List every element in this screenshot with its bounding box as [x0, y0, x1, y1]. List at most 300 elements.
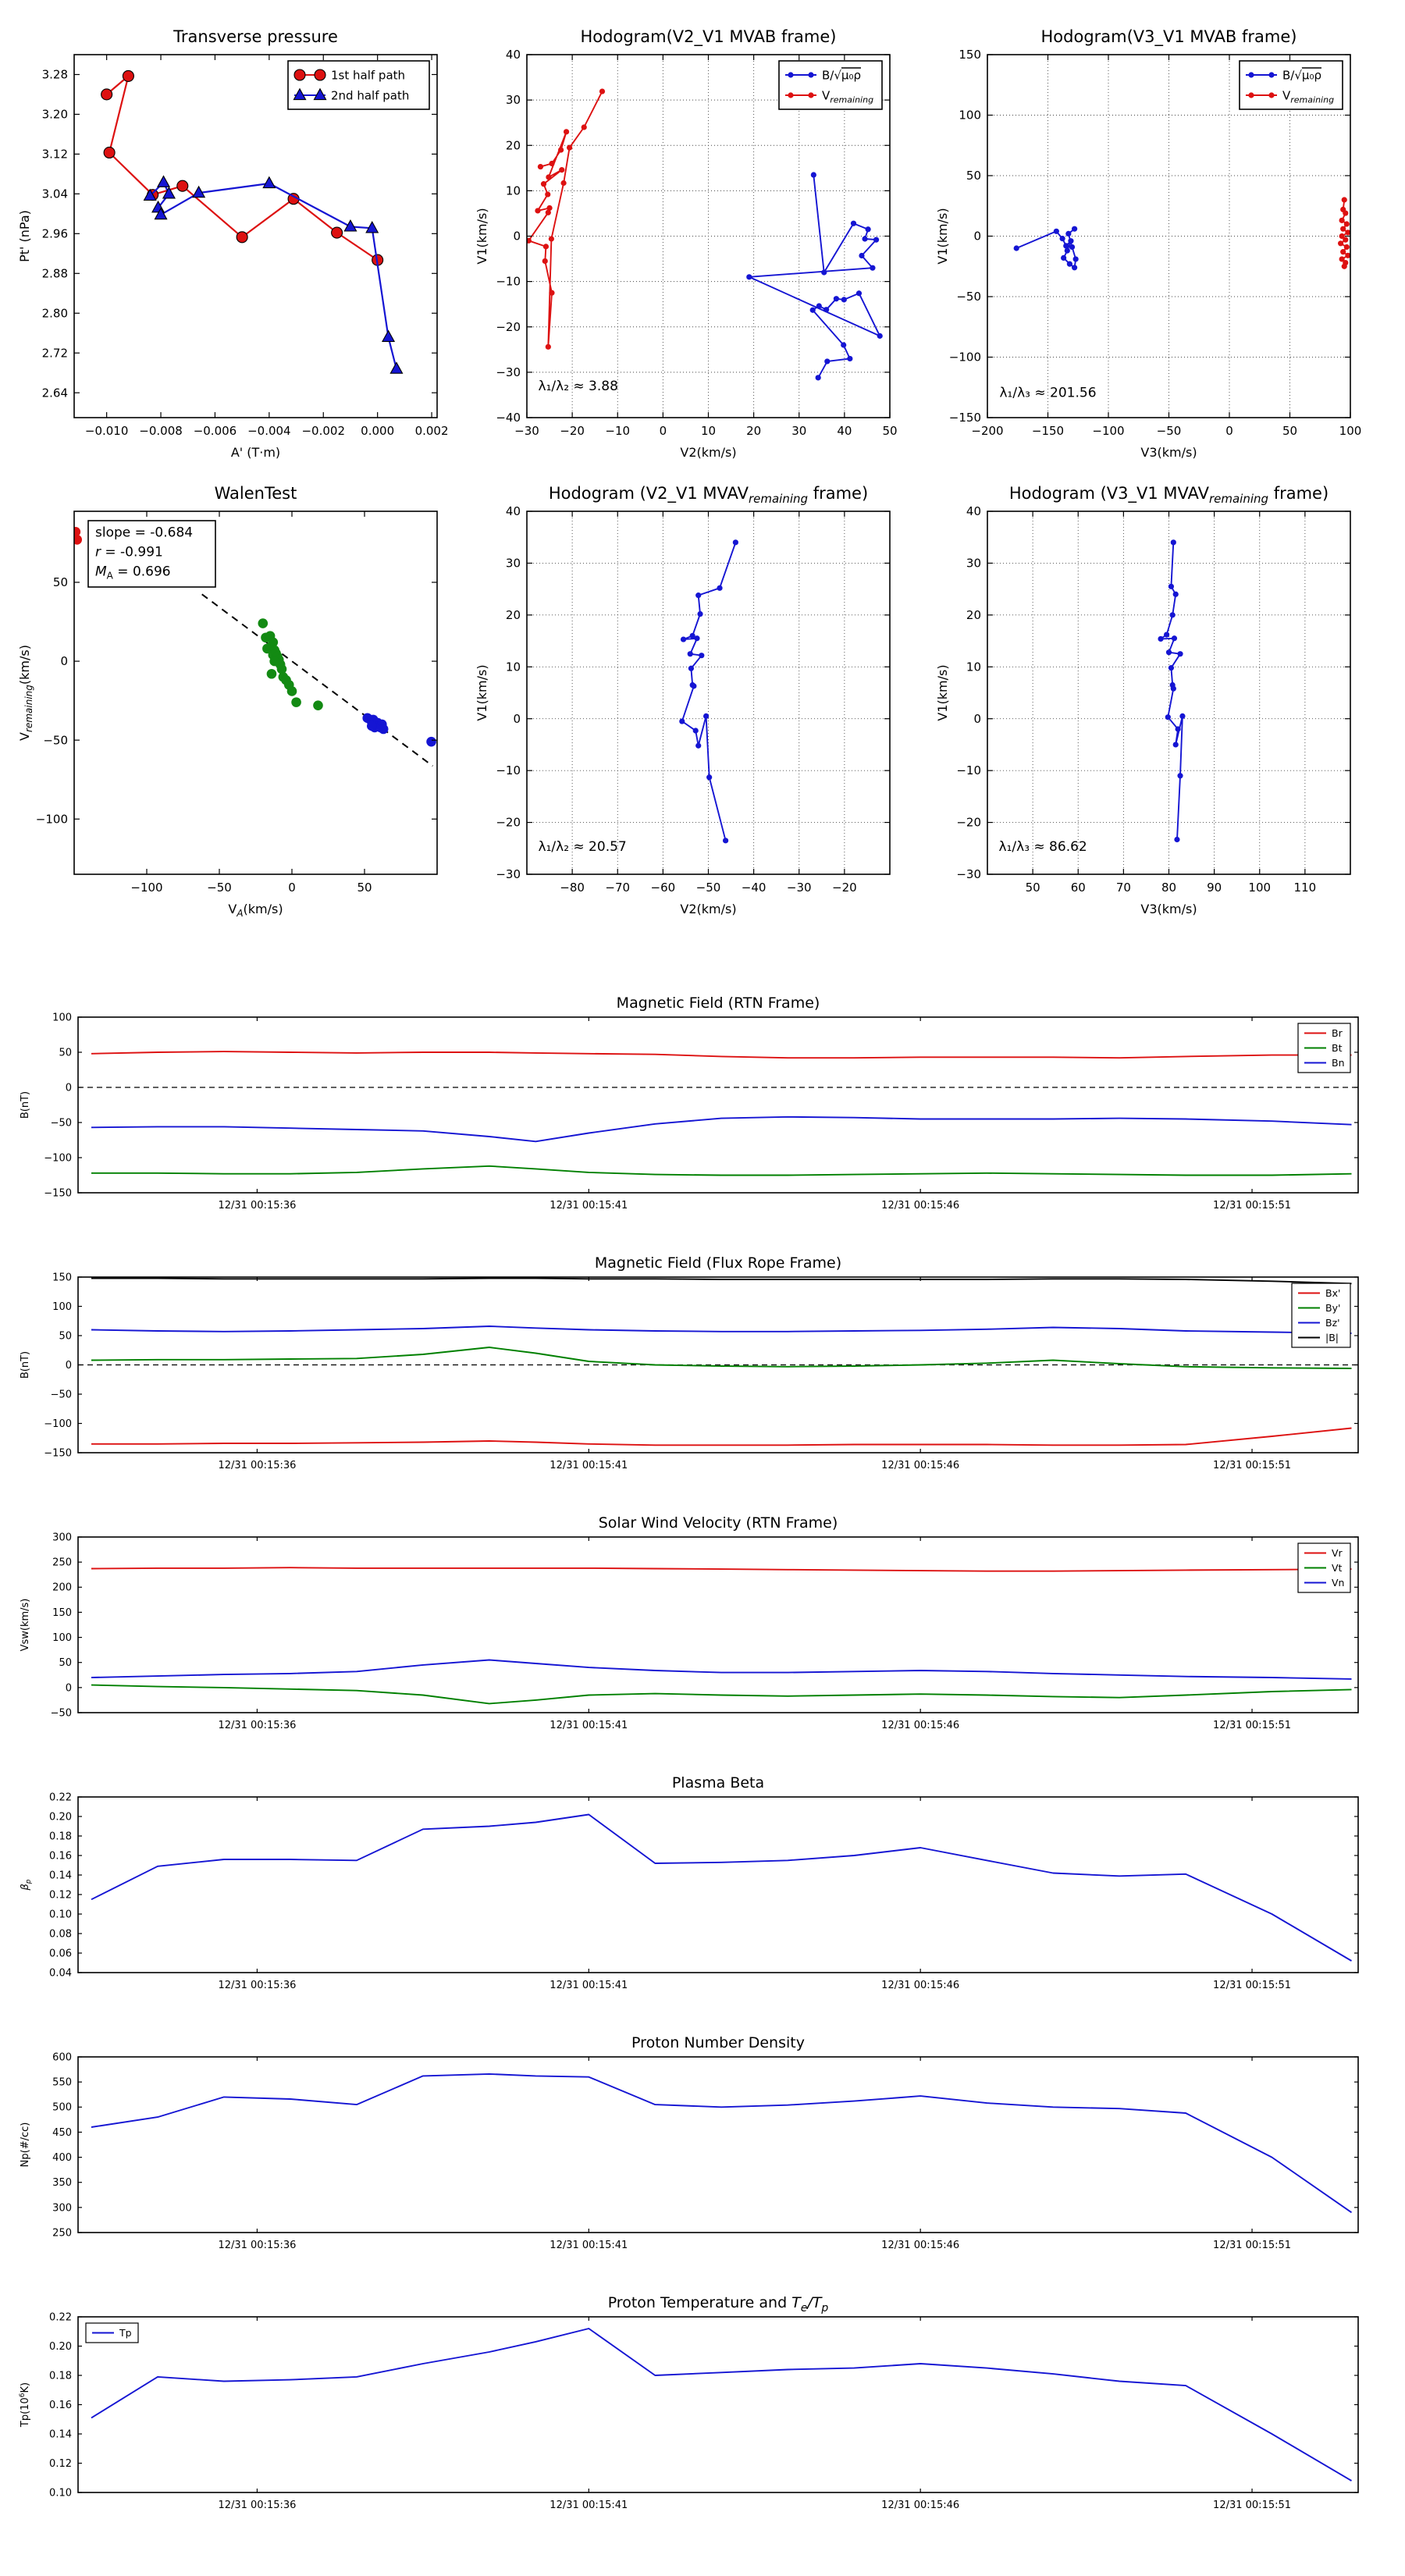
x-tick-label: 12/31 00:15:46 — [881, 1720, 960, 1731]
y-tick-label: 30 — [505, 556, 521, 571]
x-tick-label: 100 — [1248, 881, 1272, 895]
x-tick-label: −100 — [1092, 424, 1125, 438]
dot-marker — [267, 669, 277, 679]
y-tick-label: −100 — [35, 812, 68, 827]
circle-marker — [237, 232, 247, 243]
legend-label: Bn — [1332, 1056, 1345, 1069]
x-axis-label: $V_A(km/s)$ — [228, 902, 283, 919]
dot-marker — [1065, 231, 1071, 237]
y-tick-label: −20 — [496, 815, 521, 830]
dot-marker — [1340, 226, 1346, 232]
chart-title: Hodogram(V2_V1 MVAB frame) — [580, 27, 837, 46]
legend-label: Br — [1332, 1026, 1343, 1039]
y-tick-label: 40 — [966, 504, 981, 519]
x-tick-label: 110 — [1293, 881, 1317, 895]
dot-marker — [541, 181, 546, 187]
x-tick-label: −30 — [514, 424, 539, 438]
triangle-marker — [390, 362, 402, 373]
x-tick-label: −50 — [207, 881, 232, 895]
x-tick-label: 12/31 00:15:51 — [1213, 1200, 1292, 1212]
y-tick-label: −30 — [956, 867, 981, 882]
dot-marker — [1068, 238, 1073, 244]
y-axis-label: Np(#/cc) — [20, 2122, 31, 2168]
dot-marker — [1063, 243, 1069, 248]
axes-frame — [78, 2317, 1358, 2492]
chart-tp-temp — [19, 2294, 1358, 2511]
y-tick-label: 2.88 — [41, 266, 68, 281]
dot-marker — [549, 161, 554, 166]
dot-marker — [877, 333, 883, 339]
dot-marker — [1173, 592, 1179, 597]
x-tick-label: 12/31 00:15:46 — [881, 1980, 960, 1991]
y-tick-label: 0 — [513, 229, 521, 244]
series-b — [1014, 226, 1079, 271]
dot-marker — [694, 635, 699, 641]
triangle-marker — [158, 176, 169, 187]
dot-marker — [367, 721, 377, 731]
dot-marker — [1343, 210, 1348, 215]
series-vr — [91, 1567, 1352, 1571]
series-beta — [91, 1815, 1352, 1962]
dot-marker — [1177, 773, 1183, 778]
dot-marker — [1060, 236, 1065, 241]
x-tick-label: 12/31 00:15:46 — [881, 1200, 960, 1212]
chart-title: Hodogram (V2_V1 $MVAV_{remaining}$ frame) — [548, 484, 869, 506]
y-tick-label: 150 — [52, 1272, 72, 1284]
axes-frame — [78, 1797, 1358, 1973]
y-tick-label: 250 — [52, 1557, 72, 1569]
y-tick-label: 10 — [966, 660, 981, 674]
y-tick-label: −150 — [948, 411, 981, 425]
axes-frame — [78, 1537, 1358, 1713]
dot-marker — [1171, 686, 1176, 692]
x-tick-label: 70 — [1115, 881, 1131, 895]
y-tick-label: −50 — [50, 1117, 72, 1130]
chart-hodogram-v3v1-mvab — [935, 27, 1361, 460]
legend-label: |B| — [1325, 1331, 1339, 1343]
y-tick-label: −30 — [496, 867, 521, 882]
y-tick-label: 0 — [65, 1682, 72, 1695]
x-tick-label: 80 — [1161, 881, 1177, 895]
y-tick-label: 20 — [505, 138, 521, 153]
dot-marker — [1168, 665, 1174, 671]
y-tick-label: −50 — [50, 1389, 72, 1401]
dot-marker — [1054, 229, 1059, 234]
x-tick-label: 12/31 00:15:41 — [550, 1200, 628, 1212]
dot-marker — [258, 618, 269, 628]
stats-line: r = -0.991 — [95, 544, 163, 560]
dot-marker — [1174, 837, 1179, 842]
y-axis-label: V1(km/s) — [935, 664, 950, 721]
chart-title: Proton Number Density — [631, 2034, 805, 2051]
chart-title: Hodogram(V3_V1 MVAB frame) — [1040, 27, 1297, 46]
dot-marker — [1166, 649, 1172, 655]
y-axis-label: V1(km/s) — [935, 208, 950, 265]
y-tick-label: −50 — [956, 290, 981, 304]
dot-marker — [1342, 264, 1347, 269]
y-tick-label: 150 — [959, 48, 981, 62]
dot-marker — [697, 611, 702, 617]
dot-marker — [1069, 244, 1075, 250]
y-tick-label: 100 — [959, 108, 981, 123]
legend-label: B/√μ₀ρ — [822, 68, 861, 83]
dot-marker — [599, 88, 605, 94]
x-tick-label: −80 — [560, 881, 585, 895]
dot-marker — [542, 258, 548, 264]
dot-marker — [821, 269, 827, 275]
y-tick-label: 250 — [52, 2227, 72, 2240]
y-tick-label: 20 — [966, 607, 981, 622]
x-tick-label: −40 — [741, 881, 767, 895]
dot-marker — [1168, 584, 1174, 589]
dot-marker — [823, 307, 829, 312]
legend-label: Bt — [1332, 1041, 1343, 1054]
triangle-marker — [344, 220, 356, 231]
dot-marker — [1248, 72, 1254, 77]
series-2nd-half-path — [144, 176, 403, 374]
chart-b-rtn — [20, 994, 1358, 1212]
series-area — [1014, 197, 1351, 270]
x-tick-label: −20 — [832, 881, 857, 895]
chart-title: Hodogram (V3_V1 $MVAV_{remaining}$ frame) — [1008, 484, 1329, 506]
dot-marker — [733, 539, 738, 545]
series-area — [1158, 539, 1185, 842]
x-tick-label: 50 — [1025, 881, 1040, 895]
x-tick-label: 12/31 00:15:46 — [881, 2500, 960, 2511]
x-tick-label: 60 — [1070, 881, 1086, 895]
y-tick-label: 50 — [966, 169, 981, 183]
dot-marker — [1338, 240, 1343, 246]
series-area — [679, 539, 738, 843]
y-tick-label: 0.22 — [49, 1791, 72, 1804]
dot-marker — [695, 743, 701, 749]
x-tick-label: −30 — [786, 881, 812, 895]
chart-title: Magnetic Field (Flux Rope Frame) — [594, 1254, 842, 1272]
series-bz- — [91, 1326, 1352, 1333]
y-tick-label: 100 — [52, 1631, 72, 1644]
dot-marker — [549, 290, 554, 296]
dot-marker — [559, 167, 564, 173]
dot-marker — [426, 737, 436, 747]
dot-marker — [834, 296, 839, 301]
y-tick-label: 0 — [65, 1359, 72, 1372]
y-tick-label: 0.04 — [49, 1967, 72, 1980]
legend-label: By' — [1325, 1301, 1341, 1314]
chart-title: Transverse pressure — [173, 27, 338, 46]
y-tick-label: 10 — [505, 660, 521, 674]
series-area — [526, 88, 883, 380]
series-v-hodogram — [1158, 539, 1185, 842]
dot-marker — [538, 164, 543, 169]
series-first-half — [258, 618, 323, 710]
chart-title: Proton Temperature and $T_e/T_p$ — [607, 2294, 829, 2314]
dot-marker — [841, 297, 847, 302]
x-axis-label: V2(km/s) — [680, 445, 737, 460]
dot-marker — [693, 728, 699, 733]
y-axis-label: $\beta_p$ — [20, 1879, 33, 1891]
y-tick-label: 0.12 — [49, 2457, 72, 2470]
series--b- — [91, 1279, 1352, 1284]
dot-marker — [873, 237, 879, 243]
series-vn — [91, 1660, 1352, 1679]
x-tick-label: 12/31 00:15:36 — [218, 1200, 297, 1212]
x-axis-label: V2(km/s) — [680, 902, 737, 916]
dot-marker — [1014, 245, 1019, 251]
dot-marker — [703, 713, 709, 719]
x-tick-label: 12/31 00:15:36 — [218, 1980, 297, 1991]
legend-label: Vn — [1332, 1576, 1345, 1589]
y-tick-label: 50 — [59, 1657, 72, 1670]
dot-marker — [1344, 244, 1350, 250]
legend-label: Bx' — [1325, 1286, 1341, 1299]
y-tick-label: 3.04 — [41, 187, 68, 201]
annotation: λ₁/λ₂ ≈ 20.57 — [538, 839, 627, 856]
dot-marker — [560, 180, 566, 186]
series-bn — [91, 1117, 1352, 1142]
y-tick-label: 100 — [52, 1300, 72, 1313]
x-tick-label: −50 — [1156, 424, 1182, 438]
y-tick-label: −20 — [496, 319, 521, 334]
x-axis-label: V3(km/s) — [1140, 445, 1197, 460]
legend-label: Vr — [1332, 1546, 1343, 1559]
y-axis-label: V1(km/s) — [475, 664, 489, 721]
x-tick-label: 12/31 00:15:51 — [1213, 1460, 1292, 1471]
y-tick-label: 0.06 — [49, 1948, 72, 1960]
x-tick-label: 12/31 00:15:36 — [218, 1720, 297, 1731]
x-tick-label: −0.004 — [247, 424, 291, 438]
chart-hodogram-v3v1-mvav — [935, 484, 1350, 916]
y-tick-label: 300 — [52, 2202, 72, 2215]
y-tick-label: 0.18 — [49, 1831, 72, 1843]
annotation: λ₁/λ₃ ≈ 201.56 — [999, 385, 1097, 401]
dot-marker — [699, 653, 704, 658]
y-tick-label: −50 — [43, 733, 68, 748]
dot-marker — [549, 236, 554, 241]
chart-title: Magnetic Field (RTN Frame) — [616, 994, 820, 1012]
dot-marker — [313, 700, 323, 710]
x-tick-label: 100 — [1339, 424, 1362, 438]
y-tick-label: 40 — [505, 504, 521, 519]
y-tick-label: 3.28 — [41, 67, 68, 82]
annotation: λ₁/λ₂ ≈ 3.88 — [538, 379, 618, 395]
x-tick-label: 12/31 00:15:41 — [550, 1460, 628, 1471]
dot-marker — [1177, 651, 1183, 656]
legend-label: Tp — [119, 2326, 132, 2339]
y-tick-label: −10 — [956, 763, 981, 778]
x-tick-label: 12/31 00:15:46 — [881, 2240, 960, 2251]
x-tick-label: 12/31 00:15:51 — [1213, 1980, 1292, 1991]
dot-marker — [1340, 249, 1346, 254]
dot-marker — [695, 592, 701, 598]
dot-marker — [1179, 713, 1185, 719]
stats-box — [88, 521, 215, 587]
dot-marker — [841, 342, 846, 347]
dot-marker — [679, 718, 685, 724]
dot-marker — [681, 636, 686, 642]
dot-marker — [688, 651, 693, 656]
y-tick-label: 0.10 — [49, 2487, 72, 2500]
dot-marker — [847, 356, 852, 361]
dot-marker — [1344, 221, 1350, 226]
series-area — [101, 68, 406, 373]
dot-marker — [1065, 248, 1070, 254]
series-second-half — [362, 713, 436, 747]
axes-frame — [78, 1017, 1358, 1193]
x-tick-label: 0 — [659, 424, 667, 438]
legend-label: Bz' — [1325, 1316, 1340, 1329]
dot-marker — [543, 244, 549, 249]
y-tick-label: 0.16 — [49, 2399, 72, 2411]
circle-marker — [294, 69, 305, 80]
y-tick-label: −10 — [496, 274, 521, 289]
dot-marker — [546, 210, 551, 215]
y-axis-label: Vsw(km/s) — [20, 1598, 31, 1652]
dot-marker — [723, 838, 728, 843]
y-tick-label: 300 — [52, 1532, 72, 1544]
dot-marker — [706, 774, 712, 780]
y-tick-label: −150 — [44, 1187, 72, 1200]
series-by- — [91, 1347, 1352, 1368]
chart-transverse-pressure — [17, 27, 449, 460]
legend-label: B/√μ₀ρ — [1282, 68, 1321, 83]
dot-marker — [564, 129, 569, 134]
x-tick-label: 12/31 00:15:41 — [550, 2240, 628, 2251]
y-tick-label: −10 — [496, 763, 521, 778]
x-tick-label: 12/31 00:15:41 — [550, 2500, 628, 2511]
series-b — [746, 172, 883, 380]
series-br — [91, 1051, 1352, 1058]
x-tick-label: 90 — [1207, 881, 1222, 895]
x-tick-label: −0.008 — [139, 424, 183, 438]
dot-marker — [1268, 72, 1274, 77]
x-tick-label: 12/31 00:15:36 — [218, 2240, 297, 2251]
legend — [288, 61, 429, 109]
dot-marker — [808, 92, 813, 98]
y-tick-label: 0.12 — [49, 1889, 72, 1902]
dot-marker — [1268, 92, 1274, 98]
x-tick-label: −0.010 — [84, 424, 129, 438]
y-tick-label: 0.22 — [49, 2311, 72, 2324]
y-tick-label: 200 — [52, 1582, 72, 1594]
x-tick-label: 0.000 — [361, 424, 395, 438]
y-tick-label: 30 — [966, 556, 981, 571]
x-tick-label: 12/31 00:15:41 — [550, 1720, 628, 1731]
dot-marker — [1339, 218, 1345, 223]
y-tick-label: 2.72 — [41, 346, 68, 361]
dot-marker — [1073, 256, 1079, 262]
y-axis-label: B(nT) — [20, 1350, 31, 1379]
circle-marker — [123, 70, 133, 81]
y-tick-label: −100 — [44, 1418, 72, 1430]
x-tick-label: −150 — [1031, 424, 1065, 438]
x-tick-label: −50 — [695, 881, 721, 895]
series-edge-points — [71, 527, 82, 545]
dot-marker — [1342, 197, 1347, 202]
dot-marker — [816, 303, 822, 308]
y-tick-label: 600 — [52, 2051, 72, 2064]
dot-marker — [1170, 612, 1176, 617]
dot-marker — [546, 344, 551, 350]
dot-marker — [545, 191, 550, 197]
circle-marker — [104, 147, 115, 158]
y-tick-label: 50 — [59, 1047, 72, 1059]
y-tick-label: 2.80 — [41, 306, 68, 321]
triangle-marker — [263, 177, 275, 188]
chart-walen-test — [17, 484, 437, 919]
y-tick-label: 2.96 — [41, 226, 68, 241]
x-tick-label: −0.002 — [301, 424, 346, 438]
y-tick-label: 0.08 — [49, 1928, 72, 1941]
y-tick-label: 0 — [60, 654, 68, 669]
y-tick-label: −40 — [496, 411, 521, 425]
dot-marker — [1165, 714, 1171, 720]
y-tick-label: 0.14 — [49, 1870, 72, 1882]
legend-label: $V_{remaining}$ — [822, 88, 874, 105]
dot-marker — [810, 308, 816, 313]
series-bx- — [91, 1429, 1352, 1446]
y-tick-label: 0.16 — [49, 1850, 72, 1863]
x-tick-label: −60 — [650, 881, 676, 895]
series-area — [91, 1567, 1352, 1703]
dot-marker — [287, 686, 297, 696]
y-tick-label: 100 — [52, 1012, 72, 1024]
dot-marker — [824, 358, 830, 364]
y-tick-label: 50 — [59, 1330, 72, 1343]
dot-marker — [1248, 92, 1254, 98]
y-tick-label: 10 — [505, 183, 521, 198]
stats-line: $M_A = 0.696$ — [95, 564, 171, 582]
annotation: λ₁/λ₃ ≈ 86.62 — [998, 839, 1087, 856]
y-tick-label: 400 — [52, 2151, 72, 2164]
dot-marker — [1067, 262, 1072, 267]
y-tick-label: −30 — [496, 365, 521, 379]
dot-marker — [558, 147, 564, 152]
x-tick-label: 12/31 00:15:36 — [218, 1460, 297, 1471]
y-tick-label: 3.20 — [41, 107, 68, 122]
chart-b-fr — [20, 1254, 1358, 1471]
chart-hodogram-v2v1-mvav — [475, 484, 890, 916]
chart-title: Solar Wind Velocity (RTN Frame) — [598, 1514, 838, 1532]
y-tick-label: 2.64 — [41, 386, 68, 400]
dot-marker — [1172, 635, 1177, 641]
x-tick-label: 12/31 00:15:51 — [1213, 2240, 1292, 2251]
series-np — [91, 2074, 1352, 2212]
dot-marker — [1061, 255, 1066, 261]
series-vt — [91, 1685, 1352, 1704]
y-tick-label: 450 — [52, 2126, 72, 2139]
y-tick-label: 0.20 — [49, 1811, 72, 1823]
y-tick-label: −50 — [50, 1707, 72, 1720]
dot-marker — [851, 221, 856, 226]
legend — [779, 61, 882, 109]
chart-title: WalenTest — [214, 484, 297, 503]
series-vremaining — [1338, 197, 1351, 269]
x-tick-label: 12/31 00:15:36 — [218, 2500, 297, 2511]
dot-marker — [379, 724, 389, 735]
dot-marker — [582, 124, 587, 130]
y-axis-label: B(nT) — [20, 1091, 31, 1119]
x-tick-label: 30 — [791, 424, 807, 438]
x-tick-label: 10 — [700, 424, 717, 438]
y-axis-label: $V_{remaining}(km/s)$ — [17, 645, 34, 741]
dot-marker — [811, 172, 816, 177]
y-tick-label: 150 — [52, 1606, 72, 1619]
legend-label: $V_{remaining}$ — [1282, 88, 1335, 105]
dot-marker — [1158, 636, 1163, 642]
x-tick-label: −0.006 — [193, 424, 237, 438]
triangle-marker — [382, 331, 394, 342]
y-tick-label: 550 — [52, 2076, 72, 2089]
